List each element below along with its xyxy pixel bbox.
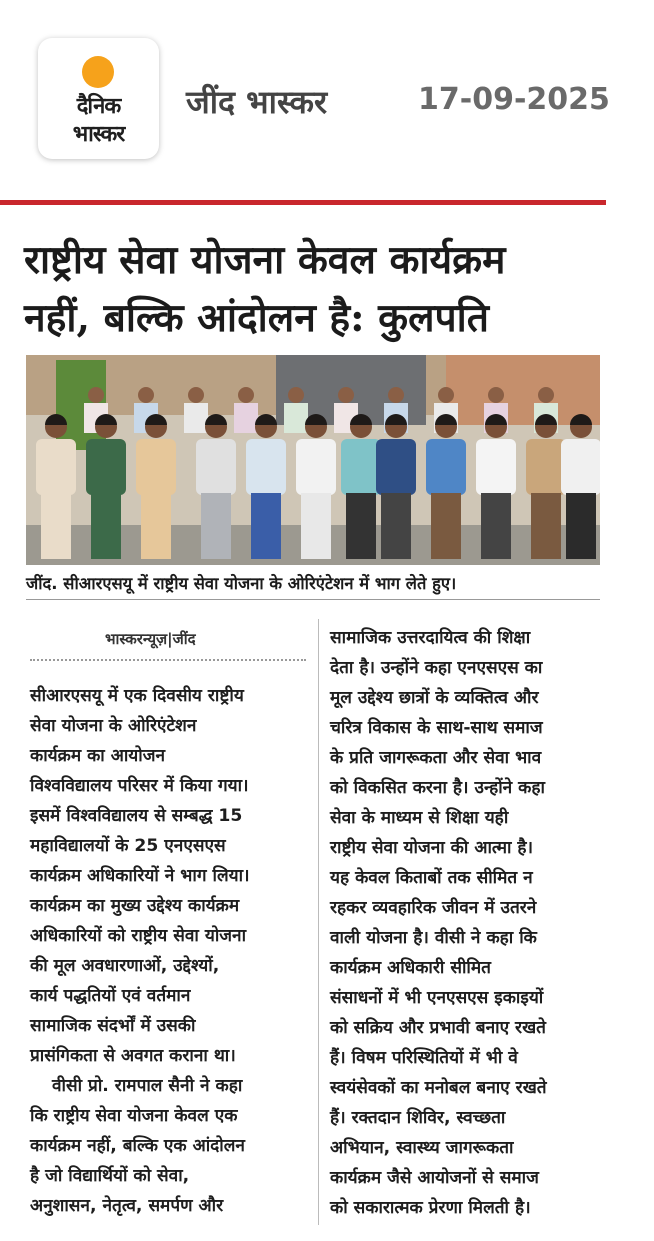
article-text-line: के प्रति जागरूकता और सेवा भाव	[330, 748, 542, 768]
edition-name: जींद भास्कर	[186, 83, 328, 121]
article-text-line: अधिकारियों को राष्ट्रीय सेवा योजना	[30, 926, 247, 946]
article-text-line: अभियान, स्वास्थ्य जागरूकता	[330, 1138, 514, 1158]
dainik-bhaskar-logo	[38, 38, 159, 159]
group-photo-illustration	[26, 355, 600, 565]
article-text-line: मूल उद्देश्य छात्रों के व्यक्तित्व और	[330, 688, 539, 708]
article-text-line: यह केवल किताबों तक सीमित न	[330, 868, 533, 888]
headline-line-2: नहीं, बल्कि आंदोलन है: कुलपति	[24, 295, 489, 341]
article-text-line: रहकर व्यवहारिक जीवन में उतरने	[330, 898, 537, 918]
article-text-line: कार्यक्रम का आयोजन	[30, 746, 165, 766]
article-text-line: कार्यक्रम का मुख्य उद्देश्य कार्यक्रम	[30, 896, 240, 916]
article-text-line: विश्वविद्यालय परिसर में किया गया।	[30, 776, 249, 796]
article-text-line: अनुशासन, नेतृत्व, समर्पण और	[30, 1196, 224, 1216]
byline-rule	[30, 659, 306, 661]
article-text-line: महाविद्यालयों के 25 एनएसएस	[30, 836, 226, 856]
article-text-line: देता है। उन्होंने कहा एनएसएस का	[330, 658, 543, 678]
article-text-line: कार्यक्रम नहीं, बल्कि एक आंदोलन	[30, 1136, 245, 1156]
article-headline	[24, 231, 604, 347]
article-text-line: है जो विद्यार्थियों को सेवा,	[30, 1166, 190, 1186]
article-text-line: चरित्र विकास के साथ-साथ समाज	[330, 718, 543, 738]
article-text-line: सेवा योजना के ओरिएंटेशन	[30, 716, 197, 736]
article-text-line: संसाधनों में भी एनएसएस इकाइयों	[330, 988, 544, 1008]
article-text-line: वीसी प्रो. रामपाल सैनी ने कहा	[52, 1076, 243, 1096]
photo-caption: जींद. सीआरएसयू में राष्ट्रीय सेवा योजना के ओरिएंटेशन में भाग लेते हुए।	[26, 574, 457, 593]
article-text-line: इसमें विश्वविद्यालय से सम्बद्ध 15	[30, 806, 243, 826]
logo-text-line1: दैनिक	[76, 94, 121, 119]
group-photo	[26, 355, 600, 565]
article-text-line: कार्य पद्धतियों एवं वर्तमान	[30, 986, 191, 1006]
article-column-right	[330, 623, 614, 1223]
caption-rule	[26, 599, 600, 600]
article-text-line: सामाजिक उत्तरदायित्व की शिक्षा	[330, 628, 531, 648]
article-text-line: स्वयंसेवकों का मनोबल बनाए रखते	[330, 1078, 547, 1098]
article-text-line: कार्यक्रम अधिकारियों ने भाग लिया।	[30, 866, 250, 886]
headline-line-1: राष्ट्रीय सेवा योजना केवल कार्यक्रम	[24, 237, 506, 283]
masthead	[0, 0, 654, 200]
article-text-line: को सक्रिय और प्रभावी बनाए रखते	[330, 1018, 546, 1038]
sun-icon	[82, 56, 114, 88]
logo-text-line2: भास्कर	[72, 122, 125, 147]
article-text-line: हैं। रक्तदान शिविर, स्वच्छता	[330, 1108, 506, 1128]
news-clipping	[0, 205, 654, 1241]
article-text-line: को सकारात्मक प्रेरणा मिलती है।	[330, 1198, 531, 1218]
article-text-line: की मूल अवधारणाओं, उद्देश्यों,	[30, 956, 220, 976]
article-text-line: सेवा के माध्यम से शिक्षा यही	[330, 808, 509, 828]
article-text-line: सामाजिक संदर्भों में उसकी	[30, 1016, 196, 1036]
article-text-line: सीआरएसयू में एक दिवसीय राष्ट्रीय	[30, 686, 244, 706]
article-text-line: राष्ट्रीय सेवा योजना की आत्मा है।	[330, 838, 534, 858]
article-column-left	[30, 681, 308, 1221]
article-text-line: कार्यक्रम जैसे आयोजनों से समाज	[330, 1168, 539, 1188]
column-divider	[318, 619, 319, 1225]
article-text-line: कार्यक्रम अधिकारी सीमित	[330, 958, 491, 978]
byline: भास्करन्यूज़|जींद	[105, 630, 196, 648]
article-text-line: हैं। विषम परिस्थितियों में भी वे	[330, 1048, 518, 1068]
article-text-line: प्रासंगिकता से अवगत कराना था।	[30, 1046, 236, 1066]
article-text-line: को विकसित करना है। उन्होंने कहा	[330, 778, 545, 798]
article-text-line: वाली योजना है। वीसी ने कहा कि	[330, 928, 537, 948]
article-text-line: कि राष्ट्रीय सेवा योजना केवल एक	[30, 1106, 238, 1126]
publication-date: 17-09-2025	[418, 82, 610, 117]
